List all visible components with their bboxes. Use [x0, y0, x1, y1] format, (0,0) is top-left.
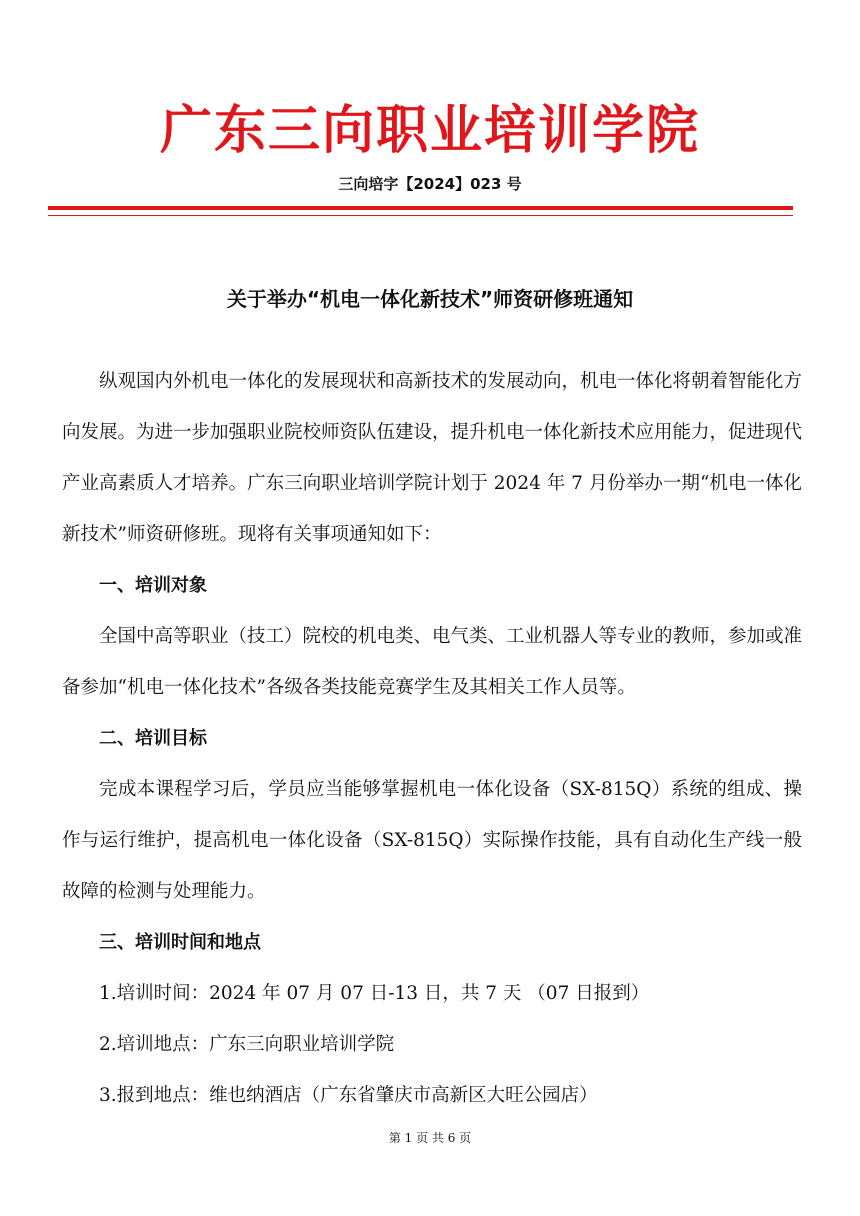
section-heading-training-goal: 二、培训目标 [99, 728, 207, 749]
section-text-training-goal: 完成本课程学习后，学员应当能够掌握机电一体化设备（SX-815Q）系统的组成、操作与运行维护，提高机电一体化设备（SX-815Q）实际操作技能，具有自动化生产线一般故障的检测与处理能力。 [62, 779, 802, 902]
section-heading-time-place: 三、培训时间和地点 [99, 932, 261, 953]
notice-title: 关于举办“机电一体化新技术”师资研修班通知 [226, 287, 634, 311]
list-item-training-place: 2.培训地点：广东三向职业培训学院 [99, 1034, 395, 1055]
header-rule-thick [48, 206, 793, 210]
section-text-training-target: 全国中高等职业（技工）院校的机电类、电气类、工业机器人等专业的教师，参加或准备参加“机电一体化技术”各级各类技能竞赛学生及其相关工作人员等。 [62, 626, 803, 698]
list-item-training-time: 1.培训时间：2024 年 07 月 07 日-13 日，共 7 天 （07 日报到） [99, 983, 650, 1004]
intro-paragraph: 纵观国内外机电一体化的发展现状和高新技术的发展动向，机电一体化将朝着智能化方向发展。为进一步加强职业院校师资队伍建设，提升机电一体化新技术应用能力，促进现代产业高素质人才培养。广东三向职业培训学院计划于 2024 年 7 月份举办一期“机电一体化新技术”师资研修班。现将有关事项通知如下： [62, 371, 803, 545]
notice-body [62, 356, 802, 1121]
document-number: 三向培字【2024】023 号 [338, 175, 522, 193]
header-rule-thin [48, 215, 793, 216]
list-item-checkin-place: 3.报到地点：维也纳酒店（广东省肇庆市高新区大旺公园店） [99, 1085, 598, 1106]
section-heading-training-target: 一、培训对象 [99, 575, 207, 596]
institution-header: 广东三向职业培训学院 [159, 100, 700, 161]
page-footer: 第 1 页 共 6 页 [388, 1131, 472, 1145]
